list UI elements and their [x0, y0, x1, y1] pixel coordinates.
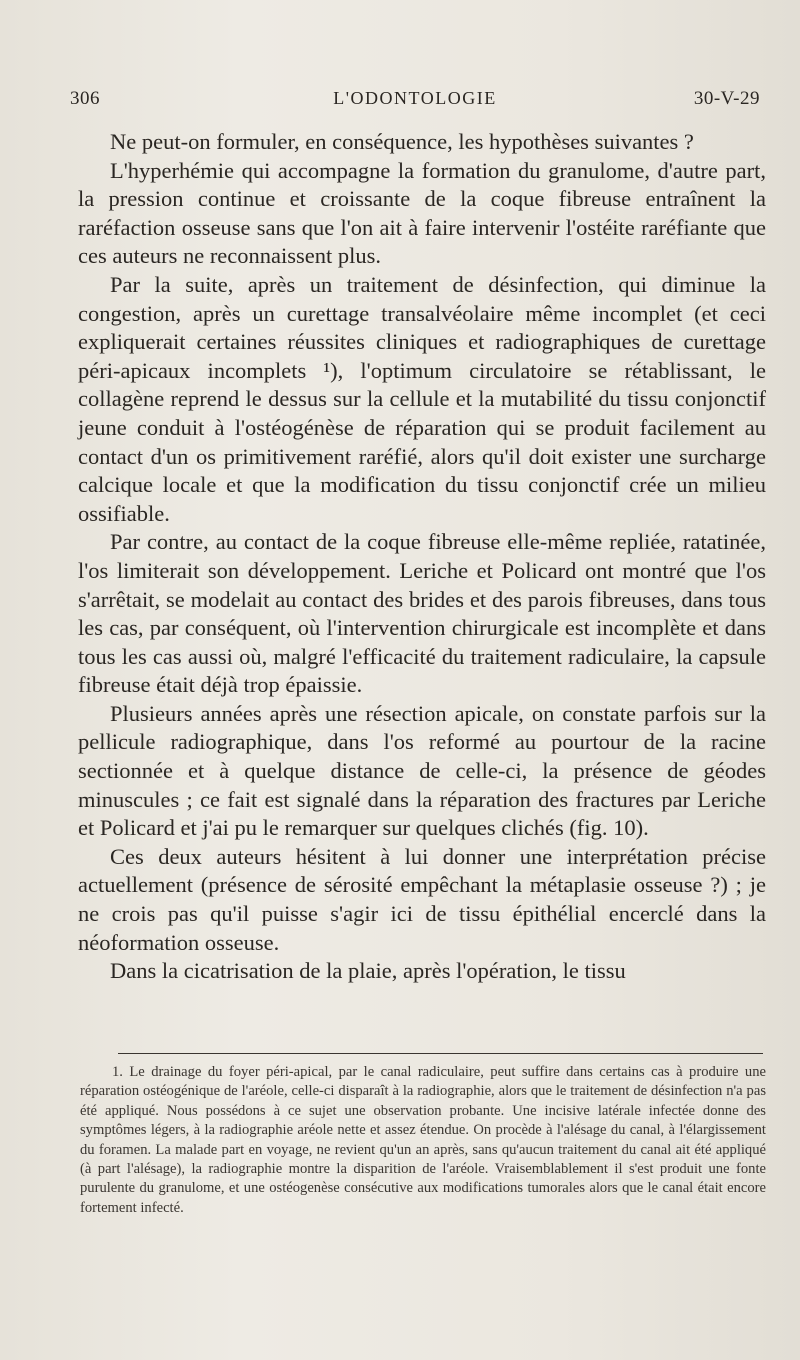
footnote: 1. Le drainage du foyer péri-apical, par le canal radiculaire, peut suffire dans certains cas à produire une réparation ostéogénique de l'aréole, celle-ci disparaît à la radiographie, alors que le traitement de désinfection n'a pas été appliqué. Nous possédons à ce sujet une observation probante. Une incisive latérale infectée donne des symptômes légers, à la radiographie aréole nette et assez étendue. On procède à l'alésage du canal, à l'élargissement du foramen. La malade part en voyage, ne revient qu'un an après, sans qu'aucun traitement du canal ait été appliqué (à part l'alésage), la radiographie montre la disparition de l'aréole. Vraisemblablement il s'est produit une fonte purulente du granulome, et une ostéogenèse consécutive aux modifications tumorales alors que le canal était encore fortement infecté. [80, 1064, 766, 1216]
paragraph: L'hyperhémie qui accompagne la formation du granulome, d'autre part, la pression continue et croissante de la coque fibreuse entraînent la raréfaction osseuse sans que l'on ait à faire intervenir l'ostéite raréfiante que ces auteurs ne reconnaissent plus. [78, 157, 766, 269]
paragraph: Plusieurs années après une résection apicale, on constate parfois sur la pellicule radiographique, dans l'os reformé au pourtour de la racine sectionnée et à quelque distance de celle-ci, la présence de géodes minuscules ; ce fait est signalé dans la réparation des fractures par Leriche et Policard et j'ai pu le remarquer sur quelques clichés (fig. 10). [78, 700, 766, 841]
page-number: 306 [70, 88, 100, 109]
journal-title: L'ODONTOLOGIE [333, 88, 497, 108]
issue-date: 30-V-29 [693, 88, 760, 109]
paragraph: Par contre, au contact de la coque fibreuse elle-même repliée, ratatinée, l'os limiterait son développement. Leriche et Policard ont montré que l'os s'arrêtait, se modelait au contact des brides et des parois fibreuses, dans tous les cas, par conséquent, où l'intervention chirurgicale est incomplète et dans tous les cas aussi où, malgré l'efficacité du traitement radiculaire, la capsule fibreuse était déjà trop épaissie. [78, 529, 766, 698]
footnote-divider [118, 1053, 763, 1054]
running-header [70, 88, 760, 118]
footnotes [80, 1063, 766, 1218]
main-text [78, 128, 766, 986]
paragraph: Par la suite, après un traitement de désinfection, qui diminue la congestion, après un curettage transalvéolaire même incomplet (et ceci expliquerait certaines réussites cliniques et radiographiques de curettage péri-apicaux incomplets ¹), l'optimum circulatoire se rétablissant, le collagène reprend le dessus sur la cellule et la mutabilité du tissu conjonctif jeune conduit à l'ostéogénèse de réparation qui se produit facilement au contact d'un os primitivement raréfié, alors qu'il doit exister une surcharge calcique locale et que la modification du tissu conjonctif crée un milieu ossifiable. [78, 271, 766, 526]
paragraph: Ne peut-on formuler, en conséquence, les hypothèses suivantes ? [110, 129, 694, 154]
paragraph: Ces deux auteurs hésitent à lui donner une interprétation précise actuellement (présence de sérosité empêchant la métaplasie osseuse ?) ; je ne crois pas qu'il puisse s'agir ici de tissu épithélial encerclé dans la néoformation osseuse. [78, 843, 766, 955]
paragraph: Dans la cicatrisation de la plaie, après l'opération, le tissu [110, 958, 626, 984]
